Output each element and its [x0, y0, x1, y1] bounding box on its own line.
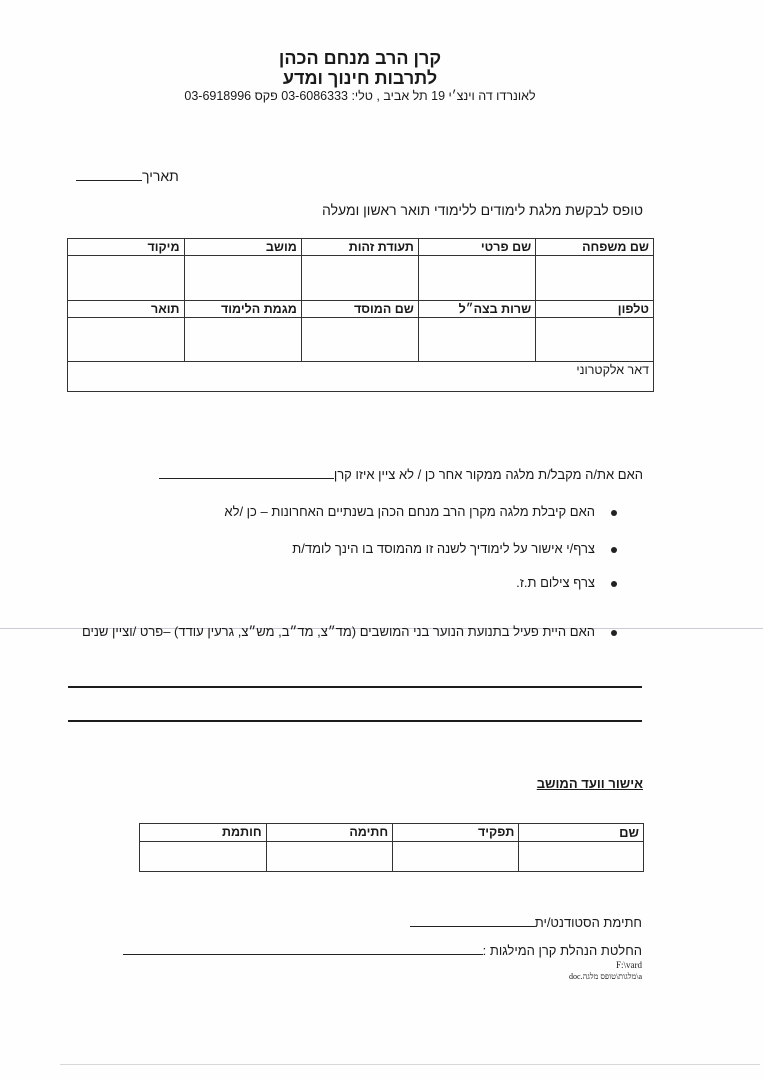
committee-decision-blank[interactable]: [123, 953, 483, 955]
org-address: לאונרדו דה וינצ׳י 19 תל אביב , טלי: 03-6086333 פקס 03-6918996: [184, 89, 536, 103]
input-first-name[interactable]: [418, 256, 535, 301]
answer-line[interactable]: [68, 720, 642, 722]
email-row: [68, 362, 654, 392]
list-item: [516, 575, 617, 590]
committee-decision-label: החלטת הנהלת קרן המילגות :: [482, 943, 642, 958]
bullet-icon: [611, 510, 617, 516]
table-input-row: [68, 318, 654, 362]
input-signature[interactable]: [266, 842, 393, 872]
date-field[interactable]: [76, 168, 179, 184]
student-signature-blank[interactable]: [410, 925, 535, 927]
student-signature-label: חתימת הסטודנט/ית: [534, 915, 642, 930]
answer-line[interactable]: [68, 686, 642, 688]
org-name-line2: לתרבות חינוך ומדע: [282, 68, 438, 88]
input-army-service[interactable]: [418, 318, 535, 362]
header-phone: טלפון: [536, 301, 654, 318]
list-item: [224, 504, 617, 519]
date-label: תאריך: [142, 168, 179, 184]
input-stamp[interactable]: [140, 842, 267, 872]
table-input-row: [68, 256, 654, 301]
input-id-number[interactable]: [301, 256, 418, 301]
input-study-track[interactable]: [184, 318, 301, 362]
bullet-text: האם קיבלת מלגה מקרן הרב מנחם הכהן בשנתיים האחרונות – כן /לא: [224, 504, 595, 519]
approval-title: [440, 776, 643, 791]
input-phone[interactable]: [536, 318, 654, 362]
other-scholarship-label: האם את/ה מקבל/ת מלגה ממקור אחר כן / לא ציין איזו קרן: [333, 467, 643, 482]
bullet-text: צרף צילום ת.ז.: [516, 575, 595, 590]
header-stamp: חותמת: [140, 824, 267, 842]
personal-details-table: [67, 238, 654, 392]
file-path-line2: a\מלגות\טופס מלגה.doc: [569, 972, 642, 981]
header-name: שם: [519, 824, 644, 842]
header-last-name: שם משפחה: [536, 239, 654, 256]
list-item: [37, 624, 617, 639]
moshav-approval-table: [139, 823, 644, 872]
input-email[interactable]: [68, 362, 654, 392]
student-signature-field: [390, 915, 642, 930]
file-path-line1: F:\vard: [616, 960, 642, 970]
header-id-number: תעודת זהות: [301, 239, 418, 256]
bullet-icon: [611, 547, 617, 553]
bullet-icon: [611, 630, 617, 636]
input-degree[interactable]: [68, 318, 185, 362]
org-name-line1: קרן הרב מנחם הכהן: [278, 48, 442, 68]
list-item: [292, 541, 617, 556]
header-first-name: שם פרטי: [418, 239, 535, 256]
scan-edge-line: [60, 1064, 760, 1065]
table-header-row: [140, 824, 644, 842]
table-input-row: [140, 842, 644, 872]
header-moshav: מושב: [184, 239, 301, 256]
table-header-row: [68, 301, 654, 318]
input-institution[interactable]: [301, 318, 418, 362]
input-zip[interactable]: [68, 256, 185, 301]
input-moshav[interactable]: [184, 256, 301, 301]
input-name[interactable]: [519, 842, 644, 872]
approval-title-text: אישור וועד המושב: [536, 776, 643, 791]
other-scholarship-question: [120, 467, 643, 482]
table-header-row: [68, 239, 654, 256]
form-title: טופס לבקשת מלגת לימודים ללימודי תואר ראשון ומעלה: [322, 202, 643, 218]
bullet-text: האם היית פעיל בתנועת הנוער בני המושבים (מד״צ, מד״ב, מש״צ, גרעין עודד) –פרט /וציין שנים: [81, 624, 595, 639]
input-last-name[interactable]: [536, 256, 654, 301]
header-study-track: מגמת הלימוד: [184, 301, 301, 318]
header-army-service: שרות בצה״ל: [418, 301, 535, 318]
input-role[interactable]: [393, 842, 519, 872]
header-institution: שם המוסד: [301, 301, 418, 318]
email-label: דאר אלקטרוני: [576, 363, 649, 377]
committee-decision-field: [115, 943, 642, 958]
bullet-text: צרף/י אישור על לימודיך לשנה זו מהמוסד בו הינך לומד/ת: [292, 541, 595, 556]
bullet-icon: [611, 581, 617, 587]
date-blank[interactable]: [76, 179, 142, 181]
other-scholarship-blank[interactable]: [159, 477, 334, 479]
header-role: תפקיד: [393, 824, 519, 842]
header-signature: חתימה: [266, 824, 393, 842]
header-zip: מיקוד: [68, 239, 185, 256]
header-degree: תואר: [68, 301, 185, 318]
